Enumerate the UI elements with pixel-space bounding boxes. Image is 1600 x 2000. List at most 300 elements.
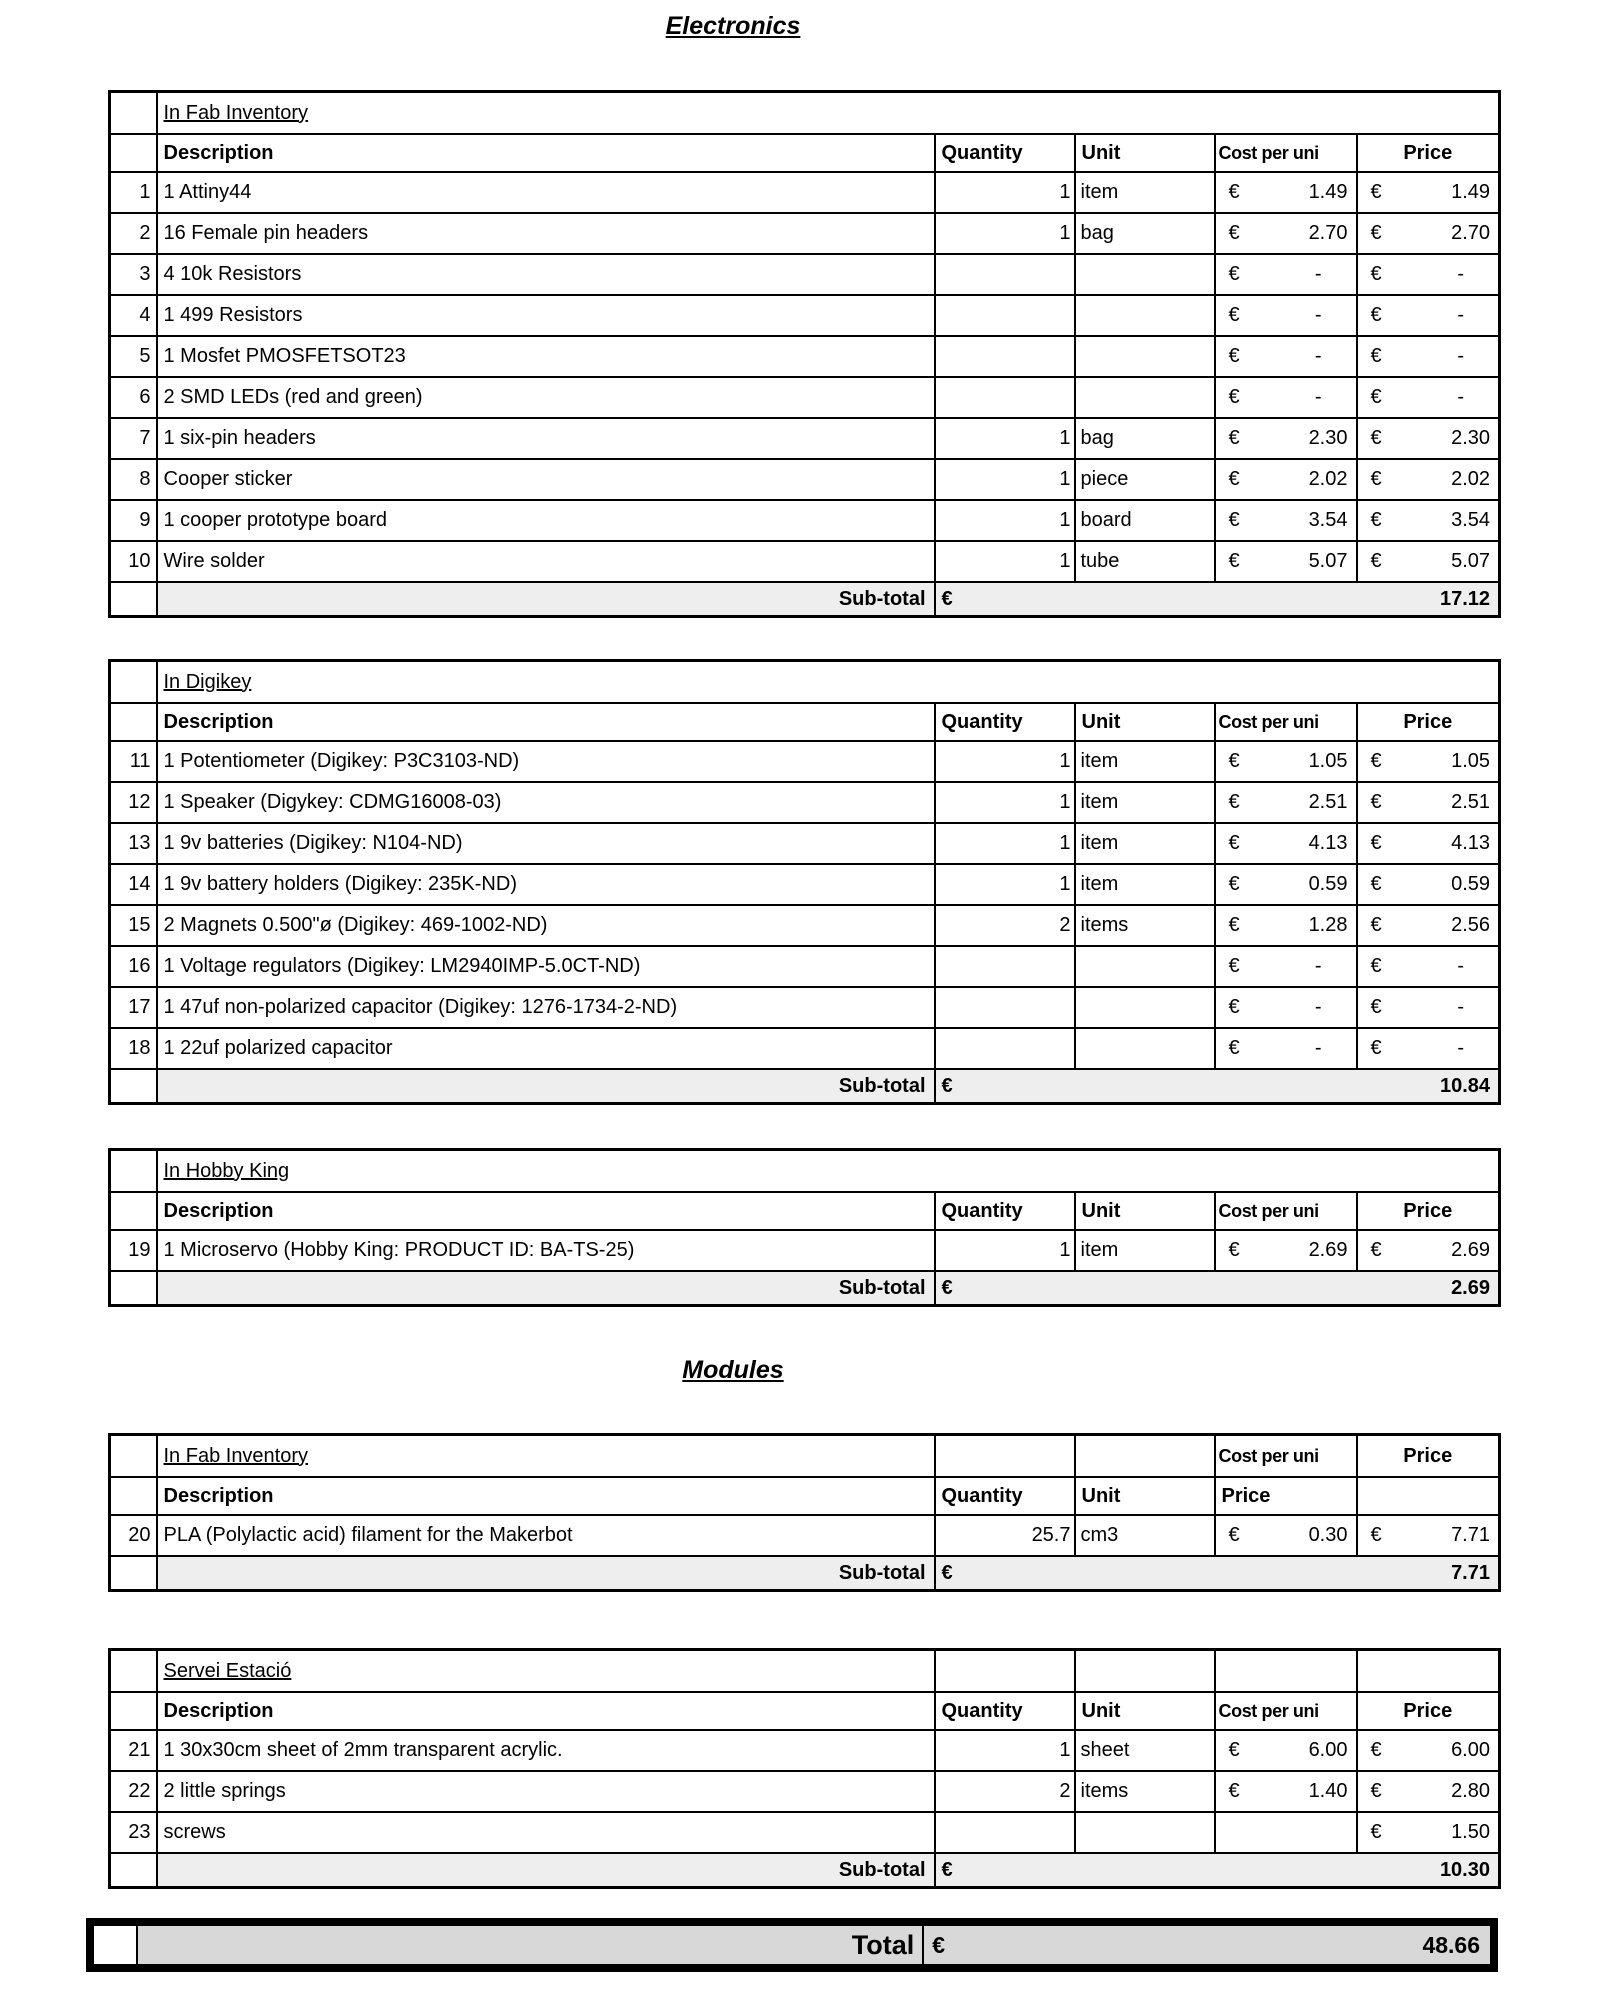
cost-cell: € 6.00 [1215,1730,1357,1771]
column-header-price: Price [1357,1692,1500,1730]
table-row [110,782,1500,823]
cost-cell: € 0.30 [1215,1515,1357,1556]
subtotal-value: 7.71 [1451,1561,1490,1584]
cost-cell: € - [1215,336,1357,377]
description-cell: 1 Mosfet PMOSFETSOT23 [157,336,935,377]
quantity-cell: 1 [935,459,1075,500]
unit-cell [1075,336,1215,377]
row-number-cell: 20 [110,1515,157,1556]
table-title-row [110,92,1500,135]
cost-cell: € 4.13 [1215,823,1357,864]
euro-symbol: € [1228,750,1240,772]
column-header-price: Price [1357,1192,1500,1230]
column-header-unit: Unit [1075,134,1215,172]
description-cell: 1 Speaker (Digykey: CDMG16008-03) [157,782,935,823]
cost-cell: € 2.30 [1215,418,1357,459]
unit-cell: cm3 [1075,1515,1215,1556]
subtotal-value-cell [935,1556,1500,1591]
table-title: In Digikey [163,670,252,693]
subtotal-value-cell [935,1853,1500,1888]
row-number-cell [110,1271,157,1306]
table-in-fab-inventory-modules [108,1433,1501,1592]
table-row [110,1028,1500,1069]
unit-cell [1075,1028,1215,1069]
column-header-description: Description [157,1692,935,1730]
row-number-cell [110,1477,157,1515]
row-number-cell: 15 [110,905,157,946]
unit-cell [1075,377,1215,418]
description-cell: 1 cooper prototype board [157,500,935,541]
cost-cell: € 2.51 [1215,782,1357,823]
price-cell: € 2.69 [1357,1230,1500,1271]
column-header-description: Description [157,1477,935,1515]
column-header-quantity: Quantity [935,1477,1075,1515]
row-number-cell: 4 [110,295,157,336]
price-cell: € - [1357,295,1500,336]
quantity-cell [935,295,1075,336]
table-row [110,541,1500,582]
price-cell: € 2.70 [1357,213,1500,254]
euro-symbol: € [1228,550,1240,572]
price-cell: € 1.50 [1357,1812,1500,1853]
row-number-cell: 16 [110,946,157,987]
subtotal-row [110,1271,1500,1306]
unit-cell [1075,1435,1215,1478]
column-header-row [110,1192,1500,1230]
euro-symbol: € [1370,1821,1382,1843]
cost-cell: € - [1215,987,1357,1028]
column-header-row [110,1692,1500,1730]
row-number-cell: 8 [110,459,157,500]
table-servei-estacio [108,1648,1501,1889]
euro-symbol: € [1228,427,1240,449]
table-row [110,946,1500,987]
row-number-cell: 18 [110,1028,157,1069]
quantity-cell: 1 [935,741,1075,782]
price-cell: € - [1357,377,1500,418]
table-row [110,500,1500,541]
row-number-cell [110,1853,157,1888]
euro-symbol: € [1228,263,1240,285]
table-row [110,1771,1500,1812]
table-row [110,741,1500,782]
euro-symbol: € [1370,1239,1382,1261]
quantity-cell [935,987,1075,1028]
euro-symbol: € [1370,750,1382,772]
unit-cell: item [1075,782,1215,823]
cost-cell: € - [1215,1028,1357,1069]
cost-cell: € 3.54 [1215,500,1357,541]
cost-cell: € 1.49 [1215,172,1357,213]
euro-symbol: € [1370,427,1382,449]
total-label: Total [137,1922,923,1968]
description-cell: 1 9v batteries (Digikey: N104-ND) [157,823,935,864]
quantity-cell [935,336,1075,377]
total-value-cell [923,1922,1494,1968]
euro-symbol: € [1370,386,1382,408]
table-row [110,1730,1500,1771]
cost-cell [1215,1650,1357,1693]
row-number-cell [110,661,157,704]
quantity-cell: 1 [935,418,1075,459]
cost-cell: € - [1215,946,1357,987]
quantity-cell: 1 [935,782,1075,823]
row-number-cell [110,92,157,135]
description-cell: PLA (Polylactic acid) filament for the Makerbot [157,1515,935,1556]
table-row [110,1230,1500,1271]
subtotal-row [110,1069,1500,1104]
unit-cell: item [1075,1230,1215,1271]
quantity-cell: 1 [935,1730,1075,1771]
description-cell: Wire solder [157,541,935,582]
table-in-fab-inventory [108,90,1501,618]
subtotal-row [110,1853,1500,1888]
table-row [110,459,1500,500]
price-cell: € 0.59 [1357,864,1500,905]
column-header-price: Price [1357,703,1500,741]
row-number-cell: 7 [110,418,157,459]
unit-cell: items [1075,905,1215,946]
column-header-unit: Unit [1075,1477,1215,1515]
column-header-description: Description [157,134,935,172]
cost-cell [1215,1812,1357,1853]
table-row [110,254,1500,295]
quantity-cell [935,1812,1075,1853]
euro-symbol: € [941,1276,953,1299]
cost-cell: € 1.05 [1215,741,1357,782]
table-title: In Hobby King [163,1159,290,1182]
total-value: 48.66 [1422,1931,1480,1958]
euro-symbol: € [1228,1739,1240,1761]
euro-symbol: € [1370,304,1382,326]
euro-symbol: € [941,1858,953,1881]
subtotal-value-cell [935,582,1500,617]
cost-cell: € - [1215,377,1357,418]
row-number-cell [110,134,157,172]
row-number-cell: 21 [110,1730,157,1771]
quantity-cell: 1 [935,1230,1075,1271]
subtotal-value-cell [935,1069,1500,1104]
quantity-cell: 1 [935,172,1075,213]
row-number-cell: 9 [110,500,157,541]
unit-cell [1075,987,1215,1028]
unit-cell [1075,295,1215,336]
row-number-cell: 22 [110,1771,157,1812]
euro-symbol: € [1370,955,1382,977]
price-cell: € - [1357,254,1500,295]
table-title-cell [157,1435,935,1478]
empty-header-cell [1357,1477,1500,1515]
euro-symbol: € [1228,832,1240,854]
unit-cell [1075,946,1215,987]
price-cell: € - [1357,946,1500,987]
subtotal-label: Sub-total [157,582,935,617]
euro-symbol: € [941,587,953,610]
description-cell: 2 little springs [157,1771,935,1812]
cost-cell: € 1.40 [1215,1771,1357,1812]
description-cell: 1 30x30cm sheet of 2mm transparent acrylic. [157,1730,935,1771]
column-header-price: Price [1357,134,1500,172]
price-cell [1357,1650,1500,1693]
row-number-cell: 19 [110,1230,157,1271]
description-cell: 4 10k Resistors [157,254,935,295]
subtotal-label: Sub-total [157,1069,935,1104]
euro-symbol: € [1370,1739,1382,1761]
table-row [110,864,1500,905]
price-cell: € 1.05 [1357,741,1500,782]
subtotal-value: 10.84 [1440,1074,1491,1097]
row-number-cell [90,1922,137,1968]
row-number-cell [110,703,157,741]
price-cell: € 5.07 [1357,541,1500,582]
cost-cell: € 2.70 [1215,213,1357,254]
unit-cell: tube [1075,541,1215,582]
table-title-cell [157,1150,1500,1193]
euro-symbol: € [1370,1037,1382,1059]
quantity-cell: 1 [935,864,1075,905]
section-title-electronics: Electronics [665,12,801,40]
table-row [110,418,1500,459]
column-header-cost-per-unit: Cost per uni [1215,1692,1357,1730]
row-number-cell: 2 [110,213,157,254]
price-cell: € 2.30 [1357,418,1500,459]
table-row [110,1812,1500,1853]
price-cell: € - [1357,336,1500,377]
table-in-hobby-king [108,1148,1501,1307]
row-number-cell: 13 [110,823,157,864]
column-header-row [110,1477,1500,1515]
euro-symbol: € [1228,791,1240,813]
unit-cell: item [1075,823,1215,864]
euro-symbol: € [932,1931,946,1958]
unit-cell: item [1075,864,1215,905]
euro-symbol: € [1228,1037,1240,1059]
subtotal-value: 10.30 [1439,1858,1490,1881]
euro-symbol: € [1370,345,1382,367]
euro-symbol: € [1370,832,1382,854]
euro-symbol: € [1228,386,1240,408]
euro-symbol: € [1228,996,1240,1018]
unit-cell: piece [1075,459,1215,500]
euro-symbol: € [1370,914,1382,936]
price-cell: € 2.56 [1357,905,1500,946]
column-header-price: Price [1357,1435,1500,1478]
euro-symbol: € [1370,791,1382,813]
euro-symbol: € [941,1561,953,1584]
euro-symbol: € [1228,955,1240,977]
row-number-cell [110,1069,157,1104]
quantity-cell: 2 [935,905,1075,946]
table-title-cell [157,661,1500,704]
quantity-cell [935,1650,1075,1693]
column-header-row [110,134,1500,172]
euro-symbol: € [1228,181,1240,203]
euro-symbol: € [1228,1780,1240,1802]
row-number-cell [110,1650,157,1693]
description-cell: 2 Magnets 0.500"ø (Digikey: 469-1002-ND) [157,905,935,946]
price-cell: € 7.71 [1357,1515,1500,1556]
row-number-cell [110,1556,157,1591]
quantity-cell: 1 [935,823,1075,864]
quantity-cell [935,1028,1075,1069]
description-cell: Cooper sticker [157,459,935,500]
description-cell: 1 six-pin headers [157,418,935,459]
cost-cell: € 5.07 [1215,541,1357,582]
table-title: In Fab Inventory [163,101,309,124]
euro-symbol: € [1228,304,1240,326]
column-header-cost-per-unit: Cost per uni [1215,703,1357,741]
cost-cell: € - [1215,295,1357,336]
column-header-description: Description [157,703,935,741]
row-number-cell [110,1435,157,1478]
euro-symbol: € [1228,1524,1240,1546]
description-cell: 1 499 Resistors [157,295,935,336]
row-number-cell: 1 [110,172,157,213]
euro-symbol: € [1228,509,1240,531]
table-row [110,213,1500,254]
unit-cell: board [1075,500,1215,541]
description-cell: 1 Microservo (Hobby King: PRODUCT ID: BA-TS-25) [157,1230,935,1271]
row-number-cell: 6 [110,377,157,418]
column-header-price-shifted: Price [1215,1477,1357,1515]
row-number-cell: 5 [110,336,157,377]
column-header-cost-per-unit: Cost per uni [1215,1192,1357,1230]
price-cell: € - [1357,1028,1500,1069]
euro-symbol: € [1370,468,1382,490]
quantity-cell: 2 [935,1771,1075,1812]
quantity-cell: 25.7 [935,1515,1075,1556]
unit-cell: items [1075,1771,1215,1812]
price-cell: € 3.54 [1357,500,1500,541]
quantity-cell [935,1435,1075,1478]
euro-symbol: € [1228,1239,1240,1261]
description-cell: 2 SMD LEDs (red and green) [157,377,935,418]
table-title-row [110,1650,1500,1693]
subtotal-row [110,582,1500,617]
unit-cell: sheet [1075,1730,1215,1771]
euro-symbol: € [1228,873,1240,895]
cost-cell: € 2.69 [1215,1230,1357,1271]
description-cell: screws [157,1812,935,1853]
column-header-unit: Unit [1075,1692,1215,1730]
column-header-quantity: Quantity [935,1192,1075,1230]
section-title-modules: Modules [682,1356,784,1384]
euro-symbol: € [1228,345,1240,367]
table-in-digikey [108,659,1501,1105]
description-cell: 1 47uf non-polarized capacitor (Digikey: 1276-1734-2-ND) [157,987,935,1028]
row-number-cell [110,1192,157,1230]
quantity-cell: 1 [935,500,1075,541]
subtotal-label: Sub-total [157,1853,935,1888]
price-cell: € 2.80 [1357,1771,1500,1812]
euro-symbol: € [1228,468,1240,490]
description-cell: 1 9v battery holders (Digikey: 235K-ND) [157,864,935,905]
euro-symbol: € [1370,1524,1382,1546]
unit-cell: item [1075,741,1215,782]
column-header-unit: Unit [1075,703,1215,741]
unit-cell [1075,1650,1215,1693]
subtotal-value-cell [935,1271,1500,1306]
column-header-description: Description [157,1192,935,1230]
row-number-cell [110,1692,157,1730]
row-number-cell: 23 [110,1812,157,1853]
column-header-unit: Unit [1075,1192,1215,1230]
column-header-cost-per-unit: Cost per uni [1215,134,1357,172]
table-row [110,295,1500,336]
quantity-cell: 1 [935,541,1075,582]
quantity-cell [935,377,1075,418]
euro-symbol: € [1370,222,1382,244]
euro-symbol: € [1370,1780,1382,1802]
column-header-cost-per-unit: Cost per uni [1215,1435,1357,1478]
price-cell: € 2.02 [1357,459,1500,500]
row-number-cell: 11 [110,741,157,782]
grand-total-row [86,1918,1498,1972]
row-number-cell: 17 [110,987,157,1028]
euro-symbol: € [1370,550,1382,572]
euro-symbol: € [941,1074,953,1097]
description-cell: 16 Female pin headers [157,213,935,254]
unit-cell: bag [1075,418,1215,459]
quantity-cell [935,946,1075,987]
cost-cell: € 2.02 [1215,459,1357,500]
subtotal-row [110,1556,1500,1591]
table-row [110,823,1500,864]
table-title-cell [157,92,1500,135]
row-number-cell [110,1150,157,1193]
unit-cell: bag [1075,213,1215,254]
unit-cell [1075,1812,1215,1853]
table-title-cell [157,1650,935,1693]
table-row [110,377,1500,418]
cost-cell: € 0.59 [1215,864,1357,905]
price-cell: € 2.51 [1357,782,1500,823]
quantity-cell [935,254,1075,295]
table-title: In Fab Inventory [163,1444,309,1467]
unit-cell: item [1075,172,1215,213]
euro-symbol: € [1370,263,1382,285]
euro-symbol: € [1370,509,1382,531]
description-cell: 1 Attiny44 [157,172,935,213]
table-row [110,987,1500,1028]
table-title-row [110,1150,1500,1193]
subtotal-label: Sub-total [157,1556,935,1591]
column-header-quantity: Quantity [935,703,1075,741]
table-title: Servei Estació [163,1659,292,1682]
price-cell: € 6.00 [1357,1730,1500,1771]
price-cell: € 1.49 [1357,172,1500,213]
description-cell: 1 Potentiometer (Digikey: P3C3103-ND) [157,741,935,782]
description-cell: 1 22uf polarized capacitor [157,1028,935,1069]
table-row [110,336,1500,377]
row-number-cell: 14 [110,864,157,905]
euro-symbol: € [1370,996,1382,1018]
subtotal-value: 17.12 [1440,587,1491,610]
price-cell: € - [1357,987,1500,1028]
column-header-row [110,703,1500,741]
euro-symbol: € [1370,873,1382,895]
row-number-cell: 12 [110,782,157,823]
table-title-row [110,661,1500,704]
cost-cell: € - [1215,254,1357,295]
row-number-cell: 3 [110,254,157,295]
euro-symbol: € [1370,181,1382,203]
row-number-cell: 10 [110,541,157,582]
unit-cell [1075,254,1215,295]
table-row [110,905,1500,946]
description-cell: 1 Voltage regulators (Digikey: LM2940IMP-5.0CT-ND) [157,946,935,987]
table-row [110,172,1500,213]
